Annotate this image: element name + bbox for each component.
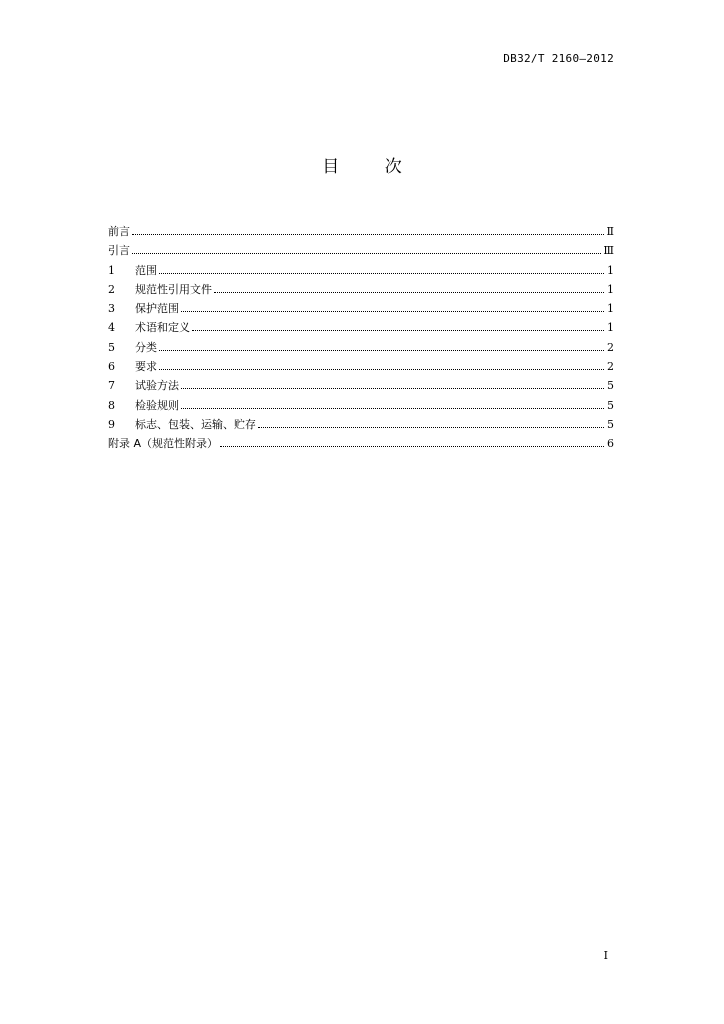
- dot-leader: [220, 436, 604, 447]
- toc-entry-number: 9: [108, 417, 115, 431]
- toc-entry-label: 标志、包装、运输、贮存: [135, 417, 256, 431]
- toc-entry-number: 8: [108, 398, 115, 412]
- toc-entry-introduction[interactable]: [108, 241, 614, 260]
- toc-entry-7[interactable]: [108, 376, 614, 395]
- document-code: DB32/T 2160—2012: [503, 52, 614, 65]
- toc-entry-4[interactable]: [108, 318, 614, 337]
- dot-leader: [159, 263, 604, 274]
- toc-entry-2[interactable]: [108, 280, 614, 299]
- toc-entry-page: 5: [607, 379, 614, 393]
- dot-leader: [214, 282, 604, 293]
- toc-entry-appendix-a[interactable]: [108, 434, 614, 453]
- toc-entry-number: 1: [108, 263, 115, 277]
- toc-entry-label: 术语和定义: [135, 321, 190, 335]
- toc-title: 目 次: [322, 157, 422, 177]
- toc-entry-label: 规范性引用文件: [135, 282, 212, 296]
- toc-entry-page: 5: [607, 417, 614, 431]
- toc-entry-3[interactable]: [108, 299, 614, 318]
- toc-entry-page: 6: [607, 437, 614, 451]
- toc-entry-page: 2: [607, 340, 614, 354]
- toc-entry-foreword[interactable]: [108, 222, 614, 241]
- toc-entry-5[interactable]: [108, 338, 614, 357]
- toc-entry-label: 分类: [135, 340, 157, 354]
- toc-entry-label: 范围: [135, 263, 157, 277]
- toc-entry-number: 2: [108, 282, 115, 296]
- toc-entry-number: 5: [108, 340, 115, 354]
- toc-entry-label: 引言: [108, 244, 130, 258]
- table-of-contents: [108, 222, 614, 454]
- dot-leader: [159, 359, 604, 370]
- toc-entry-label: 要求: [135, 360, 157, 374]
- dot-leader: [181, 378, 604, 389]
- toc-entry-1[interactable]: [108, 261, 614, 280]
- dot-leader: [181, 398, 604, 409]
- toc-entry-page: Ⅱ: [606, 225, 614, 238]
- toc-entry-label: 检验规则: [135, 398, 179, 412]
- toc-entry-number: 7: [108, 379, 115, 393]
- dot-leader: [181, 301, 604, 312]
- toc-entry-page: 1: [607, 263, 614, 277]
- dot-leader: [159, 340, 604, 351]
- toc-entry-page: 5: [607, 398, 614, 412]
- toc-entry-9[interactable]: [108, 415, 614, 434]
- toc-entry-label: 附录 A（规范性附录）: [108, 437, 219, 451]
- toc-entry-page: 1: [607, 282, 614, 296]
- toc-entry-number: 4: [108, 321, 115, 335]
- toc-entry-page: Ⅲ: [603, 244, 614, 258]
- toc-entry-label: 前言: [108, 225, 130, 238]
- toc-entry-page: 2: [607, 360, 614, 374]
- page-number: I: [603, 949, 608, 962]
- dot-leader: [192, 320, 604, 331]
- dot-leader: [258, 417, 604, 428]
- toc-entry-page: 1: [607, 321, 614, 335]
- dot-leader: [132, 243, 601, 254]
- toc-entry-label: 试验方法: [135, 379, 179, 393]
- dot-leader: [132, 224, 604, 235]
- toc-entry-page: 1: [607, 302, 614, 316]
- toc-entry-number: 3: [108, 302, 115, 316]
- toc-entry-6[interactable]: [108, 357, 614, 376]
- toc-entry-8[interactable]: [108, 396, 614, 415]
- toc-entry-label: 保护范围: [135, 302, 179, 316]
- toc-entry-number: 6: [108, 360, 115, 374]
